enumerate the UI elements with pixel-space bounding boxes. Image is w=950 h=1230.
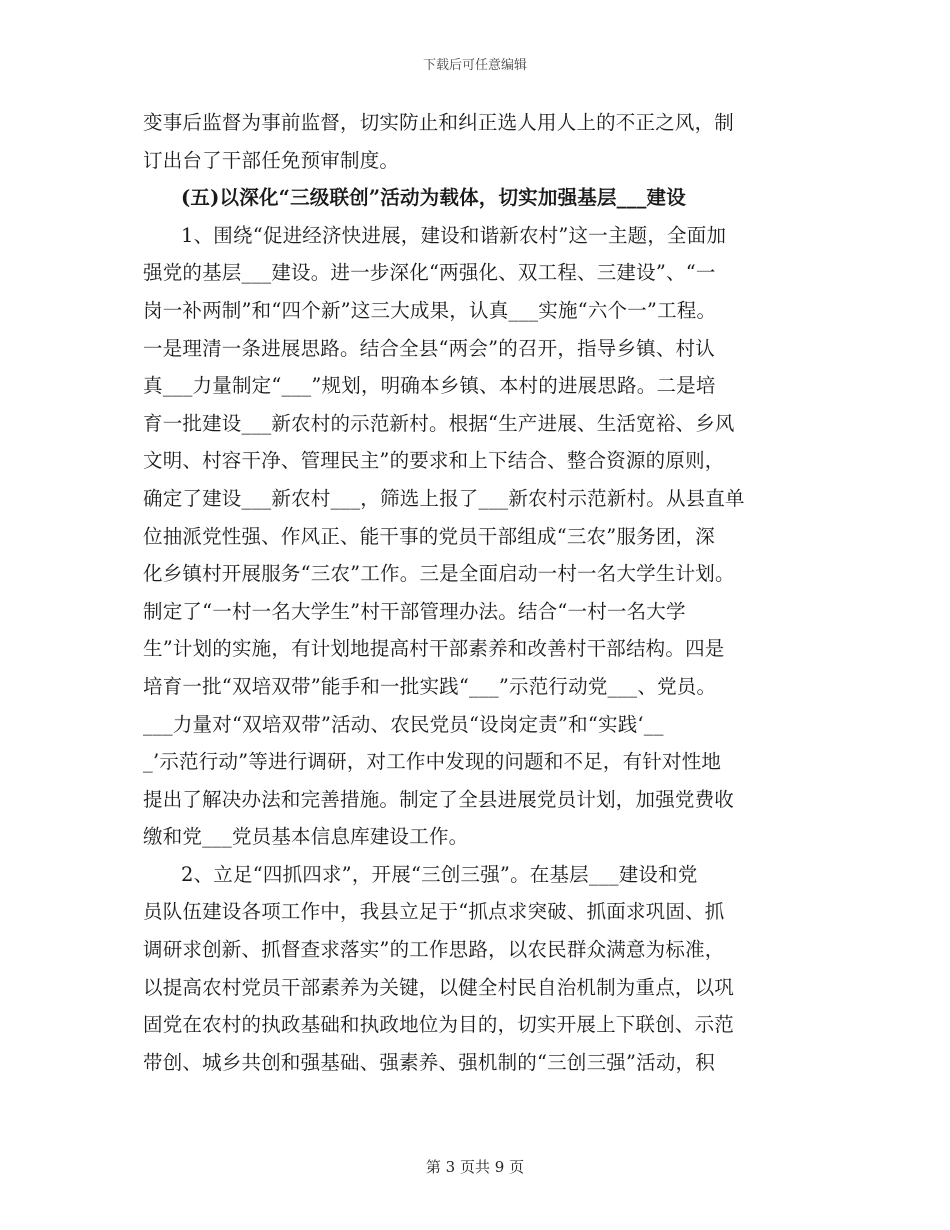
text-line: 育一批建设___新农村的示范新村。根据“生产进展、生活宽裕、乡风 [143, 411, 735, 435]
text-line: _’示范行动”等进行调研，对工作中发现的问题和不足，有针对性地 [143, 750, 722, 774]
text-line: 员队伍建设各项工作中，我县立足于“抓点求突破、抓面求巩固、抓 [143, 900, 725, 924]
text-line: 变事后监督为事前监督，切实防止和纠正选人用人上的不正之风，制 [143, 111, 735, 134]
section-heading: (五)以深化“三级联创”活动为载体，切实加强基层___建设 [181, 186, 686, 210]
text-line: 制定了“一村一名大学生”村干部管理办法。结合“一村一名大学 [143, 599, 686, 623]
text-line: 调研求创新、抓督查求落实”的工作思路，以农民群众满意为标准， [143, 938, 725, 962]
text-line: 培育一批“双培双带”能手和一批实践“___”示范行动党___、党员。 [143, 674, 717, 698]
text-line: 强党的基层___建设。进一步深化“两强化、双工程、三建设”、“一 [143, 261, 716, 285]
document-body [143, 104, 823, 1081]
text-line: 带创、城乡共创和强基础、强素养、强机制的“三创三强”活动，积 [143, 1050, 715, 1074]
page-number: 第 3 页共 9 页 [425, 1158, 525, 1176]
text-line: 订出台了干部任免预审制度。 [143, 148, 400, 172]
text-line: 固党在农村的执政基础和执政地位为目的，切实开展上下联创、示范 [143, 1013, 735, 1037]
text-line: 确定了建设___新农村___，筛选上报了___新农村示范新村。从县直单 [143, 486, 745, 510]
text-line: 文明、村容干净、管理民主”的要求和上下结合、整合资源的原则， [143, 449, 725, 473]
page-header: 下载后可任意编辑 [422, 58, 527, 73]
text-line: ___力量对“双培双带”活动、农民党员“设岗定责”和“实践‘__ [143, 712, 664, 736]
text-line: 缴和党___党员基本信息库建设工作。 [143, 825, 469, 849]
text-line: 岗一补两制”和“四个新”这三大成果，认真___实施“六个一”工程。 [143, 298, 717, 322]
paragraph-start: 1、围绕“促进经济快进展，建设和谐新农村”这一主题，全面加 [181, 223, 727, 247]
text-line: 化乡镇村开展服务“三农”工作。三是全面启动一村一名大学生计划。 [143, 562, 735, 586]
text-line: 生”计划的实施，有计划地提高村干部素养和改善村干部结构。四是 [143, 637, 725, 661]
text-line: 真___力量制定“___”规划，明确本乡镇、本村的进展思路。二是培 [143, 374, 716, 398]
text-line: 位抽派党性强、作风正、能干事的党员干部组成“三农”服务团，深 [143, 524, 715, 548]
paragraph-start: 2、立足“四抓四求”，开展“三创三强”。在基层___建设和党 [181, 862, 698, 886]
text-line: 以提高农村党员干部素养为关键，以健全村民自治机制为重点，以巩 [143, 975, 735, 999]
text-line: 提出了解决办法和完善措施。制定了全县进展党员计划，加强党费收 [143, 787, 735, 811]
text-line: 一是理清一条进展思路。结合全县“两会”的召开，指导乡镇、村认 [143, 336, 715, 360]
